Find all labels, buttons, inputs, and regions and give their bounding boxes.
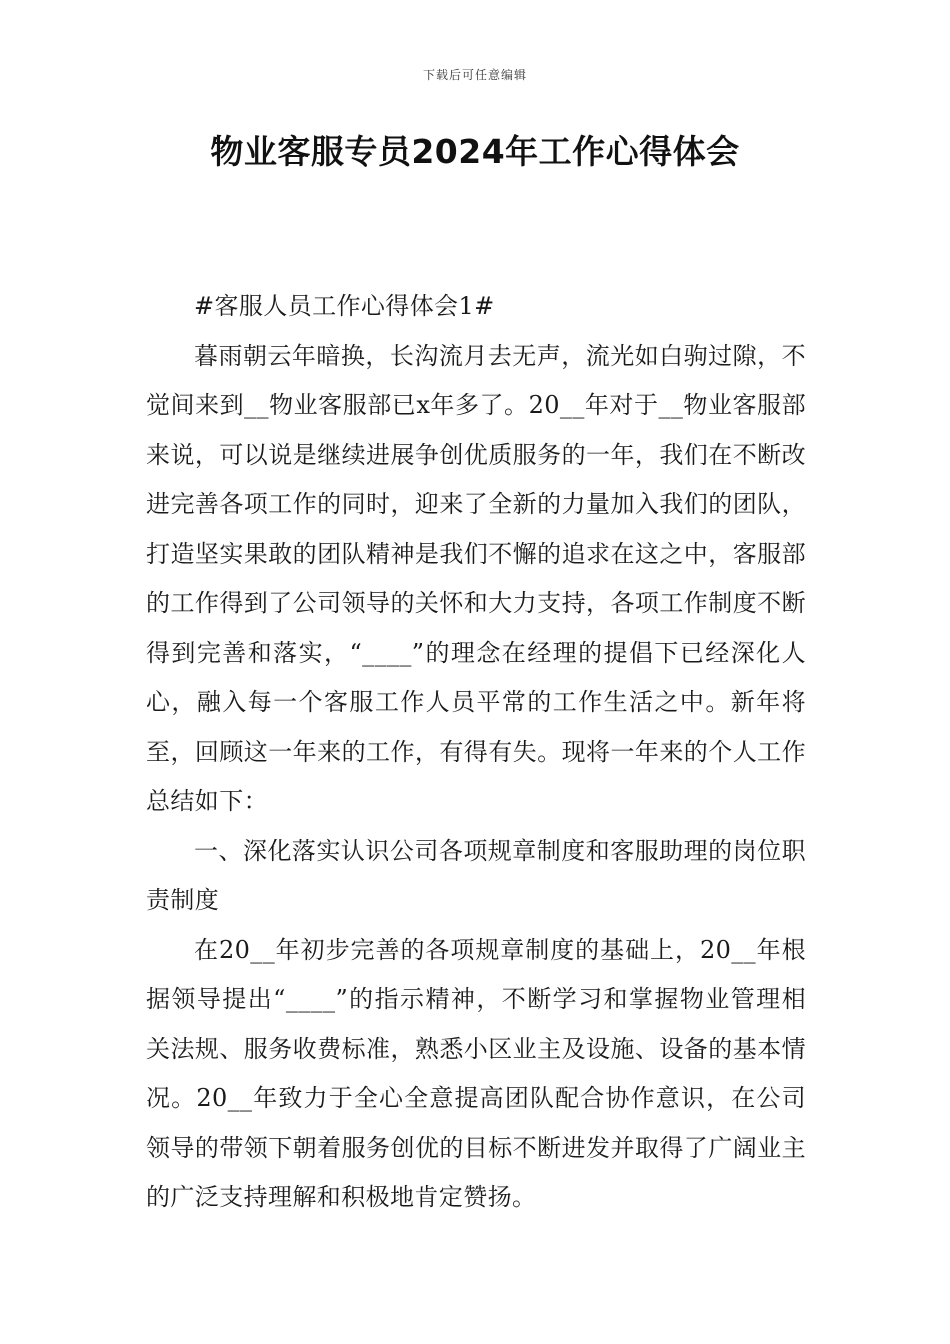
section-heading: #客服人员工作心得体会1#: [194, 292, 495, 320]
body-paragraph: 在20__年初步完善的各项规章制度的基础上，20__年根据领导提出“____”的指示精神，不断学习和掌握物业管理相关法规、服务收费标准，熟悉小区业主及设施、设备的基本情况。20__年致力于全心全意提高团队配合协作意识，在公司领导的带领下朝着服务创优的目标不断进发并取得了广阔业主的广泛支持理解和积极地肯定赞扬。: [146, 935, 806, 1211]
document-title: 物业客服专员2024年工作心得体会: [210, 132, 740, 171]
subsection-heading: 一、深化落实认识公司各项规章制度和客服助理的岗位职责制度: [146, 836, 806, 914]
header-note: 下载后可任意编辑: [422, 68, 527, 82]
document-body: [146, 282, 806, 1223]
body-paragraph: 暮雨朝云年暗换，长沟流月去无声，流光如白驹过隙，不觉间来到__物业客服部已x年多了。20__年对于__物业客服部来说，可以说是继续进展争创优质服务的一年，我们在不断改进完善各项工作的同时，迎来了全新的力量加入我们的团队，打造坚实果敢的团队精神是我们不懈的追求在这之中，客服部的工作得到了公司领导的关怀和大力支持，各项工作制度不断得到完善和落实，“____”的理念在经理的提倡下已经深化人心，融入每一个客服工作人员平常的工作生活之中。新年将至，回顾这一年来的工作，有得有失。现将一年来的个人工作总结如下：: [146, 341, 806, 815]
